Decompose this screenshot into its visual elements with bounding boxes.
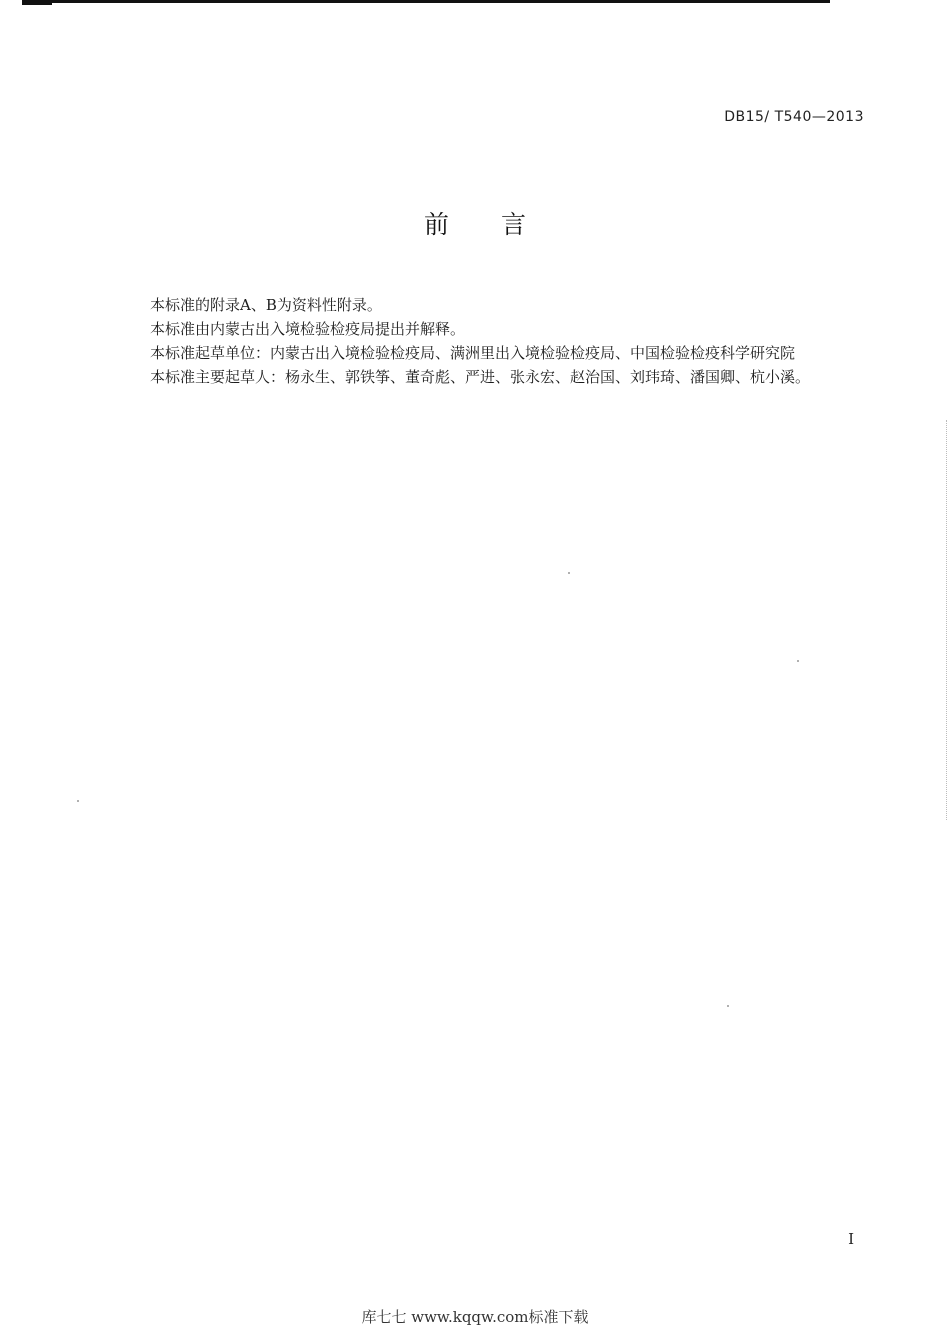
standard-number: DB15/ T540—2013 <box>724 109 864 125</box>
scan-edge <box>946 420 950 820</box>
scan-speck <box>797 660 799 662</box>
scan-speck <box>727 1005 729 1007</box>
paragraph-drafters: 本标准主要起草人：杨永生、郭铁筝、董奇彪、严进、张永宏、赵治国、刘玮琦、潘国卿、杭小溪。 <box>150 368 811 386</box>
paragraph-drafting-units: 本标准起草单位：内蒙古出入境检验检疫局、满洲里出入境检验检疫局、中国检验检疫科学研究院 <box>150 344 796 362</box>
foreword-body <box>118 293 860 389</box>
page-number: I <box>848 1230 854 1248</box>
scan-speck <box>568 572 570 574</box>
top-rule-mark <box>22 0 52 5</box>
top-rule <box>22 0 830 3</box>
paragraph-appendix: 本标准的附录A、B为资料性附录。 <box>150 296 382 314</box>
footer-watermark: 库七七 www.kqqw.com标准下载 <box>361 1308 589 1326</box>
scan-speck <box>77 800 79 802</box>
paragraph-proposer: 本标准由内蒙古出入境检验检疫局提出并解释。 <box>150 320 466 338</box>
page-title: 前言 <box>423 210 578 239</box>
